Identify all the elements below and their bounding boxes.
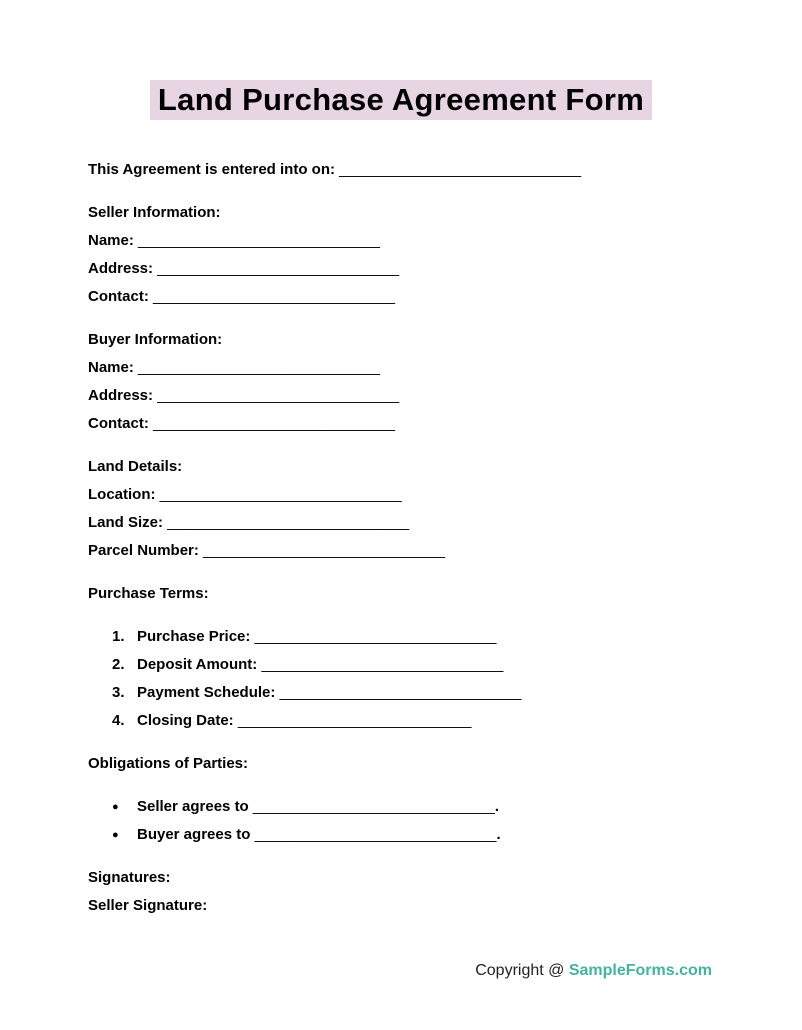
payment-schedule-blank: _____________________________	[279, 684, 522, 701]
buyer-name-label: Name:	[88, 359, 134, 376]
deposit-amount-label: Deposit Amount:	[137, 656, 258, 673]
list-number: 1.	[112, 628, 125, 645]
deposit-amount-blank: _____________________________	[261, 656, 504, 673]
obligations-list	[88, 793, 712, 849]
seller-name-blank: _____________________________	[138, 232, 380, 249]
list-item-deposit-amount	[88, 651, 712, 679]
seller-contact-blank: _____________________________	[153, 288, 395, 305]
purchase-terms-list	[88, 623, 712, 735]
section-heading-obligations: Obligations of Parties:	[88, 755, 249, 772]
list-number: 3.	[112, 684, 125, 701]
land-location-blank: _____________________________	[159, 486, 402, 503]
buyer-contact-blank: _____________________________	[153, 415, 395, 432]
buyer-agrees-blank: _____________________________	[254, 826, 497, 843]
section-heading-signatures: Signatures:	[88, 869, 171, 886]
land-size-blank: _____________________________	[167, 514, 410, 531]
section-heading-purchase-terms: Purchase Terms:	[88, 585, 209, 602]
list-item-buyer-agrees	[88, 821, 712, 849]
seller-address-label: Address:	[88, 260, 154, 277]
list-number: 4.	[112, 712, 125, 729]
document-body	[0, 120, 802, 920]
payment-schedule-label: Payment Schedule:	[137, 684, 276, 701]
section-heading-seller-information: Seller Information:	[88, 204, 221, 221]
list-item-seller-agrees	[88, 793, 712, 821]
parcel-number-label: Parcel Number:	[88, 542, 199, 559]
land-size-label: Land Size:	[88, 514, 164, 531]
seller-agrees-blank: _____________________________	[252, 798, 495, 815]
bullet-icon: ●	[112, 801, 119, 813]
buyer-contact-line	[88, 410, 712, 438]
footer	[475, 960, 712, 982]
land-location-label: Location:	[88, 486, 156, 503]
intro-label: This Agreement is entered into on:	[88, 161, 335, 178]
intro-line	[88, 156, 712, 184]
seller-address-line	[88, 255, 712, 283]
seller-name-line	[88, 227, 712, 255]
land-size-line	[88, 509, 712, 537]
buyer-agrees-period: .	[496, 826, 501, 843]
buyer-address-blank: _____________________________	[157, 387, 400, 404]
seller-signature-label: Seller Signature:	[88, 897, 208, 914]
copyright-text: Copyright @	[475, 962, 565, 979]
document-title: Land Purchase Agreement Form	[150, 80, 652, 120]
list-item-purchase-price	[88, 623, 712, 651]
seller-contact-line	[88, 283, 712, 311]
buyer-name-blank: _____________________________	[138, 359, 380, 376]
parcel-number-line	[88, 537, 712, 565]
buyer-agrees-label: Buyer agrees to	[137, 826, 251, 843]
closing-date-blank: ____________________________	[237, 712, 472, 729]
seller-address-blank: _____________________________	[157, 260, 400, 277]
parcel-number-blank: _____________________________	[203, 542, 445, 559]
section-heading-buyer-information: Buyer Information:	[88, 331, 223, 348]
intro-blank: _____________________________	[339, 161, 582, 178]
purchase-price-blank: _____________________________	[254, 628, 497, 645]
buyer-name-line	[88, 354, 712, 382]
buyer-contact-label: Contact:	[88, 415, 149, 432]
closing-date-label: Closing Date:	[137, 712, 234, 729]
buyer-address-label: Address:	[88, 387, 154, 404]
seller-name-label: Name:	[88, 232, 134, 249]
title-wrap	[0, 0, 802, 120]
purchase-price-label: Purchase Price:	[137, 628, 251, 645]
sampleforms-link[interactable]: SampleForms.com	[568, 962, 712, 979]
seller-agrees-label: Seller agrees to	[137, 798, 249, 815]
list-number: 2.	[112, 656, 125, 673]
land-location-line	[88, 481, 712, 509]
list-item-payment-schedule	[88, 679, 712, 707]
section-heading-land-details: Land Details:	[88, 458, 183, 475]
bullet-icon: ●	[112, 829, 119, 841]
seller-agrees-period: .	[494, 798, 500, 815]
buyer-address-line	[88, 382, 712, 410]
seller-contact-label: Contact:	[88, 288, 149, 305]
list-item-closing-date	[88, 707, 712, 735]
